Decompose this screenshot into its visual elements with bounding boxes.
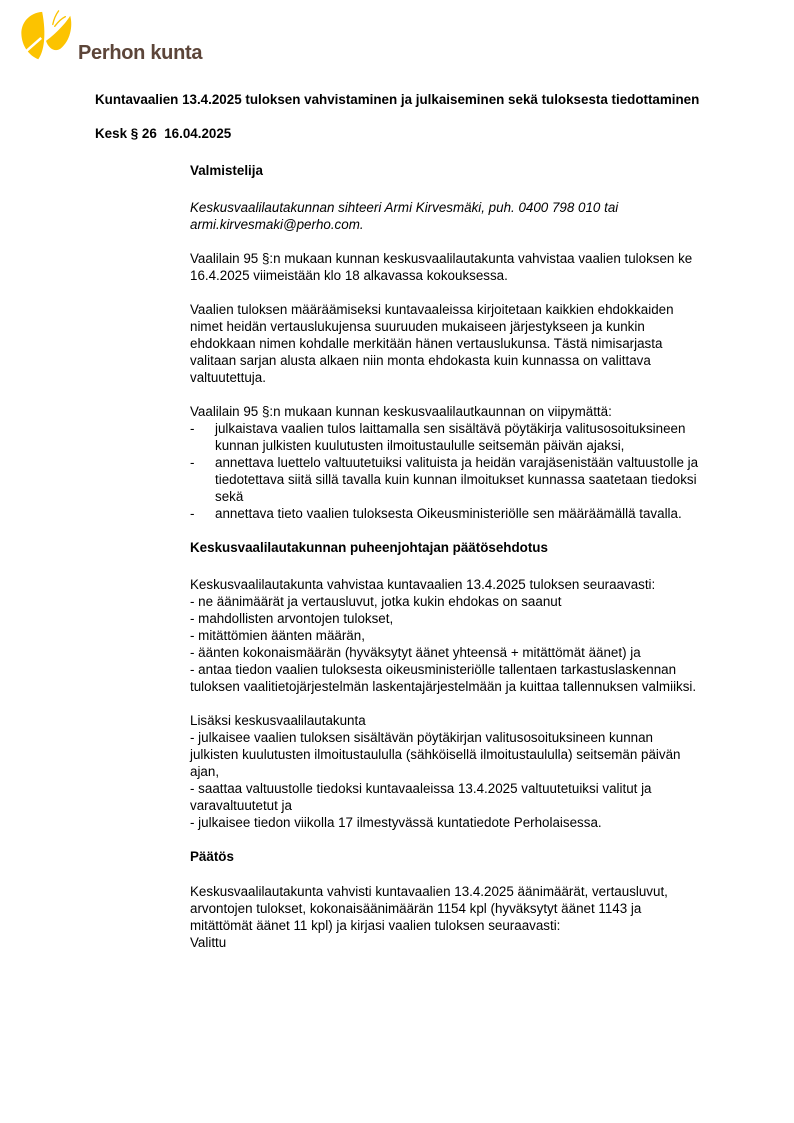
paatos-tail: Valittu xyxy=(190,935,227,950)
paatosehdotus-intro: Keskusvaalilautakunta vahvistaa kuntavaalien 13.4.2025 tuloksen seuraavasti: xyxy=(190,577,656,592)
document-body xyxy=(95,91,707,968)
paatosehdotus-item: - ne äänimäärät ja vertausluvut, jotka kukin ehdokas on saanut xyxy=(190,594,562,609)
list-item xyxy=(190,505,702,522)
lisaksi-item: - saattaa valtuustolle tiedoksi kuntavaaleissa 13.4.2025 valtuutetuiksi valitut ja varavaltuutetut ja xyxy=(190,781,652,813)
paatosehdotus-item: - mitättömien äänten määrän, xyxy=(190,628,365,643)
municipality-logo xyxy=(18,8,202,64)
list-item xyxy=(190,420,702,454)
paatos-heading: Päätös xyxy=(190,849,234,864)
logo-org-name: Perhon kunta xyxy=(78,42,203,64)
paatosehdotus-block xyxy=(190,576,702,695)
list-item-text: julkaistava vaalien tulos laittamalla sen sisältävä pöytäkirja valitusosoituksineen kunnan julkisten kuulutusten ilmoitustaululle seitsemän päivän ajaksi, xyxy=(215,421,686,453)
paatosehdotus-item: - äänten kokonaismäärän (hyväksytyt äänet yhteensä + mitättömät äänet) ja xyxy=(190,645,641,660)
list-item xyxy=(190,454,702,505)
paragraph-confirmation-meeting: Vaalilain 95 §:n mukaan kunnan keskusvaalilautakunta vahvistaa vaalien tuloksen ke 16.4.2025 viimeistään klo 18 alkavassa kokouksessa. xyxy=(190,251,693,283)
document-indented-content xyxy=(190,162,702,951)
preparer-contact-text: Keskusvaalilautakunnan sihteeri Armi Kirvesmäki, puh. 0400 798 010 tai armi.kirvesmaki@perho.com. xyxy=(190,200,619,232)
document-title: Kuntavaalien 13.4.2025 tuloksen vahvistaminen ja julkaiseminen sekä tuloksesta tiedottaminen xyxy=(95,92,700,107)
obligations-list xyxy=(190,420,702,522)
paatosehdotus-heading: Keskusvaalilautakunnan puheenjohtajan päätösehdotus xyxy=(190,540,548,555)
lisaksi-item: - julkaisee vaalien tuloksen sisältävän pöytäkirjan valitusosoituksineen kunnan julkisten kuulutusten ilmoitustaululla (sähköisellä ilmoitustaululla) seitsemän päivän ajan, xyxy=(190,730,681,779)
case-reference-line: Kesk § 26 16.04.2025 xyxy=(95,126,232,141)
paatos-block xyxy=(190,883,702,951)
list-dash: - xyxy=(190,506,195,521)
paragraph-result-determination: Vaalien tuloksen määräämiseksi kuntavaaleissa kirjoitetaan kaikkien ehdokkaiden nimet heidän vertauslukujensa suuruuden mukaiseen järjestykseen ja kunkin ehdokkaan nimen kohdalle merkitään hänen vertauslukunsa. Tästä nimisarjasta valitaan sarjan alusta alkaen niin monta ehdokasta kuin kunnassa on valittava valtuutettuja. xyxy=(190,302,674,385)
butterfly-icon xyxy=(18,8,76,64)
valmistelija-heading: Valmistelija xyxy=(190,163,263,178)
lisaksi-intro: Lisäksi keskusvaalilautakunta xyxy=(190,713,366,728)
lisaksi-block xyxy=(190,712,702,831)
paatosehdotus-item: - mahdollisten arvontojen tulokset, xyxy=(190,611,394,626)
lisaksi-item: - julkaisee tiedon viikolla 17 ilmestyvässä kuntatiedote Perholaisessa. xyxy=(190,815,602,830)
paatos-text: Keskusvaalilautakunta vahvisti kuntavaalien 13.4.2025 äänimäärät, vertausluvut, arvontojen tulokset, kokonaisäänimäärän 1154 kpl (hyväksytyt äänet 1143 ja mitättömät äänet 11 kpl) ja kirjasi vaalien tuloksen seuraavasti: xyxy=(190,884,668,933)
list-dash: - xyxy=(190,421,195,436)
list-item-text: annettava tieto vaalien tuloksesta Oikeusministeriölle sen määräämällä tavalla. xyxy=(215,506,682,521)
paragraph-viipymatta-intro: Vaalilain 95 §:n mukaan kunnan keskusvaalilautkaunnan on viipymättä: xyxy=(190,404,612,419)
list-dash: - xyxy=(190,455,195,470)
paatosehdotus-item: - antaa tiedon vaalien tuloksesta oikeusministeriölle tallentaen tarkastuslaskennan tuloksen vaalitietojärjestelmän laskentajärjestelmään ja kuittaa tallennuksen valmiiksi. xyxy=(190,662,697,694)
list-item-text: annettava luettelo valtuutetuiksi valituista ja heidän varajäsenistään valtuustolle ja tiedotettava siitä sillä tavalla kuin kunnan ilmoitukset kunnassa saatetaan tiedoksi sekä xyxy=(215,455,699,504)
